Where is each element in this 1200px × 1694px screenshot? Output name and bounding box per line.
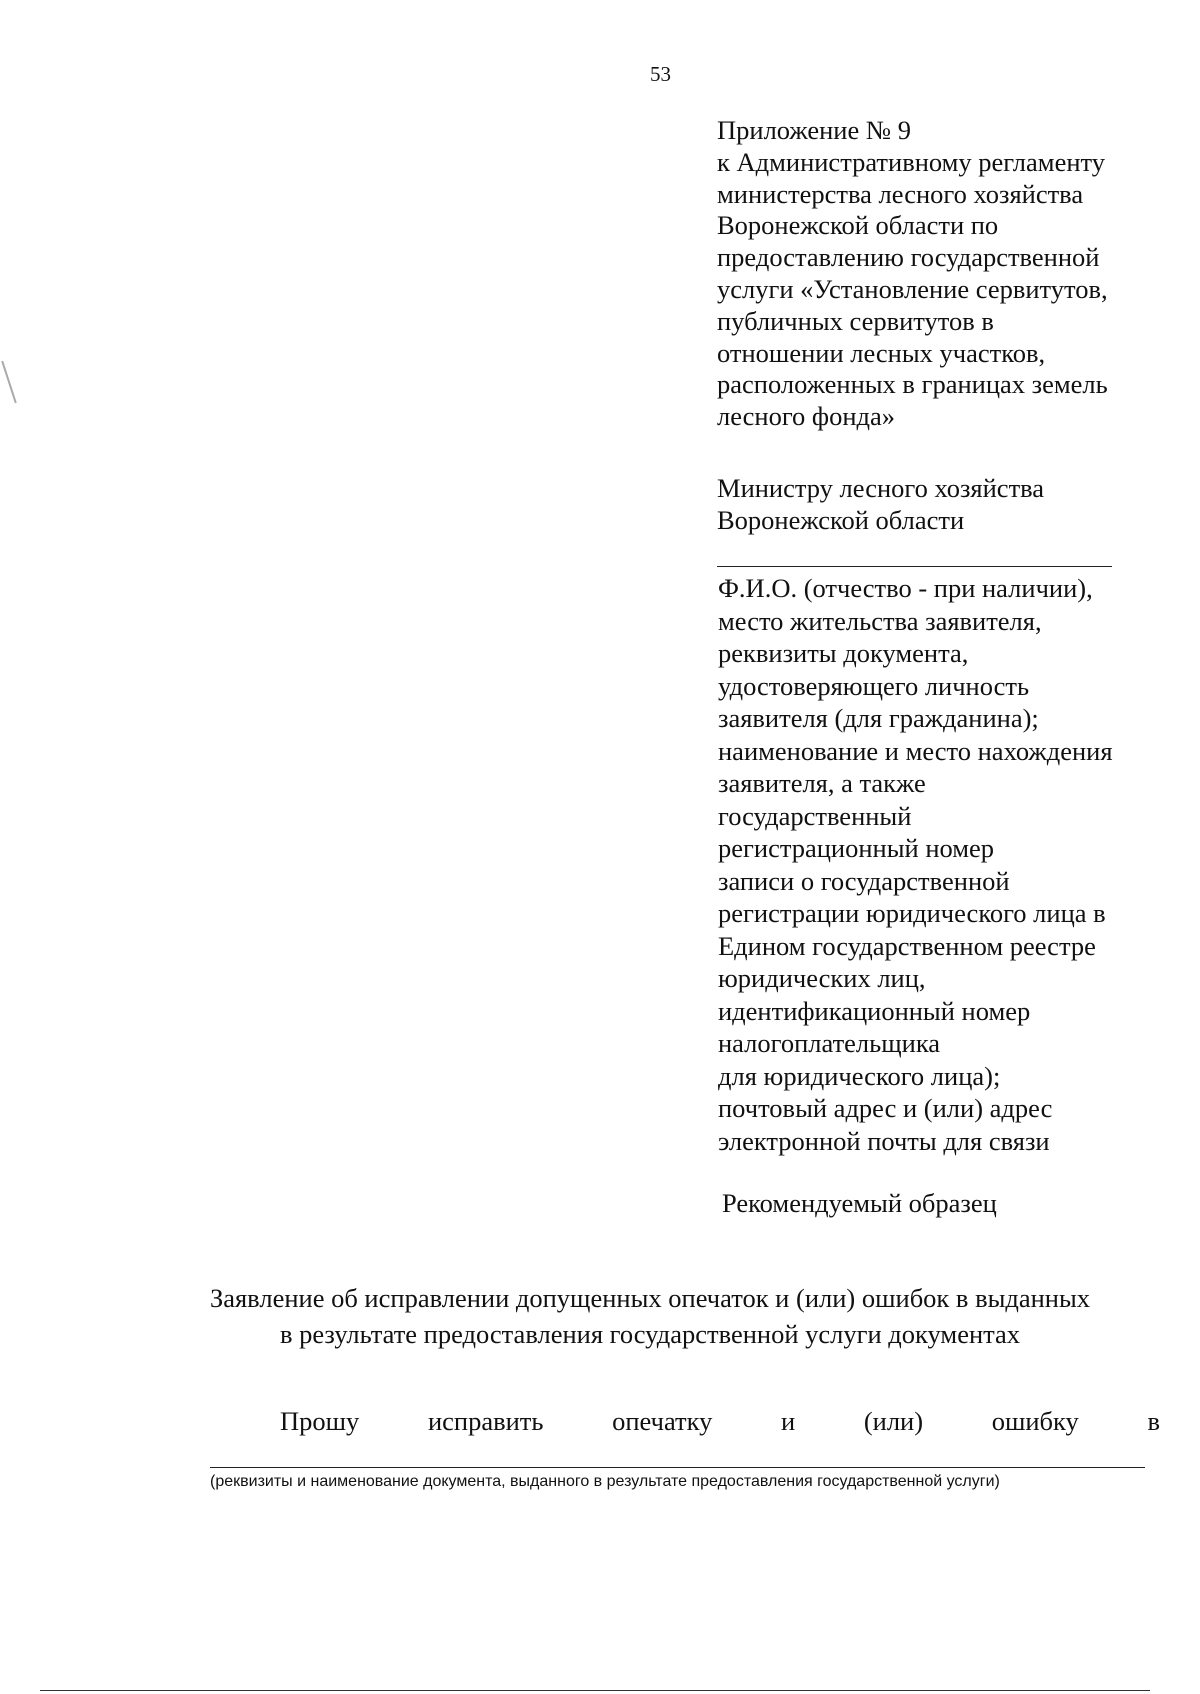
appendix-header (717, 115, 1177, 433)
addressee-line: Воронежской области (717, 505, 965, 535)
applicant-info-line: Едином государственном реестре (718, 930, 1096, 961)
document-title (150, 1280, 1150, 1352)
applicant-info-line: регистрации юридического лица в (718, 898, 1106, 928)
applicant-info-line: электронной почты для связи (718, 1125, 1050, 1156)
appendix-line: расположенных в границах земель (717, 369, 1108, 400)
request-word: опечатку (612, 1406, 713, 1436)
sample-label: Рекомендуемый образец (722, 1188, 997, 1218)
applicant-name-fill-line (717, 566, 1112, 567)
applicant-info-line: налогоплательщика (718, 1028, 941, 1058)
document-details-caption: (реквизиты и наименование документа, выданного в результате предоставления государственной услуги) (210, 1473, 1000, 1490)
request-word: (или) (863, 1406, 924, 1436)
appendix-line: Приложение № 9 (717, 115, 912, 145)
appendix-line: публичных сервитутов в (717, 305, 994, 336)
applicant-info-line: записи о государственной (718, 865, 1010, 896)
applicant-info-line: заявителя, а также (718, 768, 926, 798)
request-sentence (280, 1405, 1160, 1437)
appendix-line: предоставлению государственной (717, 242, 1100, 273)
applicant-info-line: юридических лиц, (718, 963, 926, 993)
request-word: в (1147, 1406, 1160, 1436)
document-details-fill-line (210, 1467, 1145, 1468)
appendix-line: к Административному регламенту (717, 146, 1105, 177)
applicant-info-line: наименование и место нахождения (718, 735, 1113, 766)
applicant-info-line: удостоверяющего личность (718, 670, 1030, 701)
applicant-info-line: реквизиты документа, (718, 638, 969, 668)
title-line: Заявление об исправлении допущенных опечаток и (или) ошибок в выданных (209, 1283, 1091, 1313)
page-number: 53 (650, 62, 671, 86)
request-word: ошибку (991, 1406, 1079, 1436)
title-line: в результате предоставления государственной услуги документах (279, 1319, 1021, 1349)
applicant-info-line: Ф.И.О. (отчество - при наличии), (718, 573, 1093, 603)
appendix-line: отношении лесных участков, (717, 337, 1046, 368)
addressee-line: Министру лесного хозяйства (717, 473, 1045, 503)
request-word: Прошу (280, 1406, 360, 1436)
applicant-info-line: для юридического лица); (718, 1060, 1001, 1091)
appendix-line: Воронежской области по (717, 210, 999, 241)
applicant-info-line: государственный (718, 800, 912, 831)
applicant-info-block (718, 572, 1178, 1157)
appendix-line: услуги «Установление сервитутов, (717, 273, 1108, 304)
request-word: и (781, 1406, 796, 1436)
applicant-info-line: регистрационный номер (718, 833, 995, 863)
bottom-fill-line (40, 1690, 1150, 1691)
addressee-block (717, 472, 1177, 536)
applicant-info-line: идентификационный номер (718, 995, 1031, 1026)
appendix-line: лесного фонда» (717, 401, 896, 432)
applicant-info-line: место жительства заявителя, (718, 605, 1042, 636)
applicant-info-line: почтовый адрес и (или) адрес (718, 1093, 1053, 1123)
scan-artifact-mark (1, 361, 16, 403)
applicant-info-line: заявителя (для гражданина); (718, 703, 1039, 733)
appendix-line: министерства лесного хозяйства (717, 178, 1084, 209)
request-word: исправить (427, 1406, 544, 1436)
